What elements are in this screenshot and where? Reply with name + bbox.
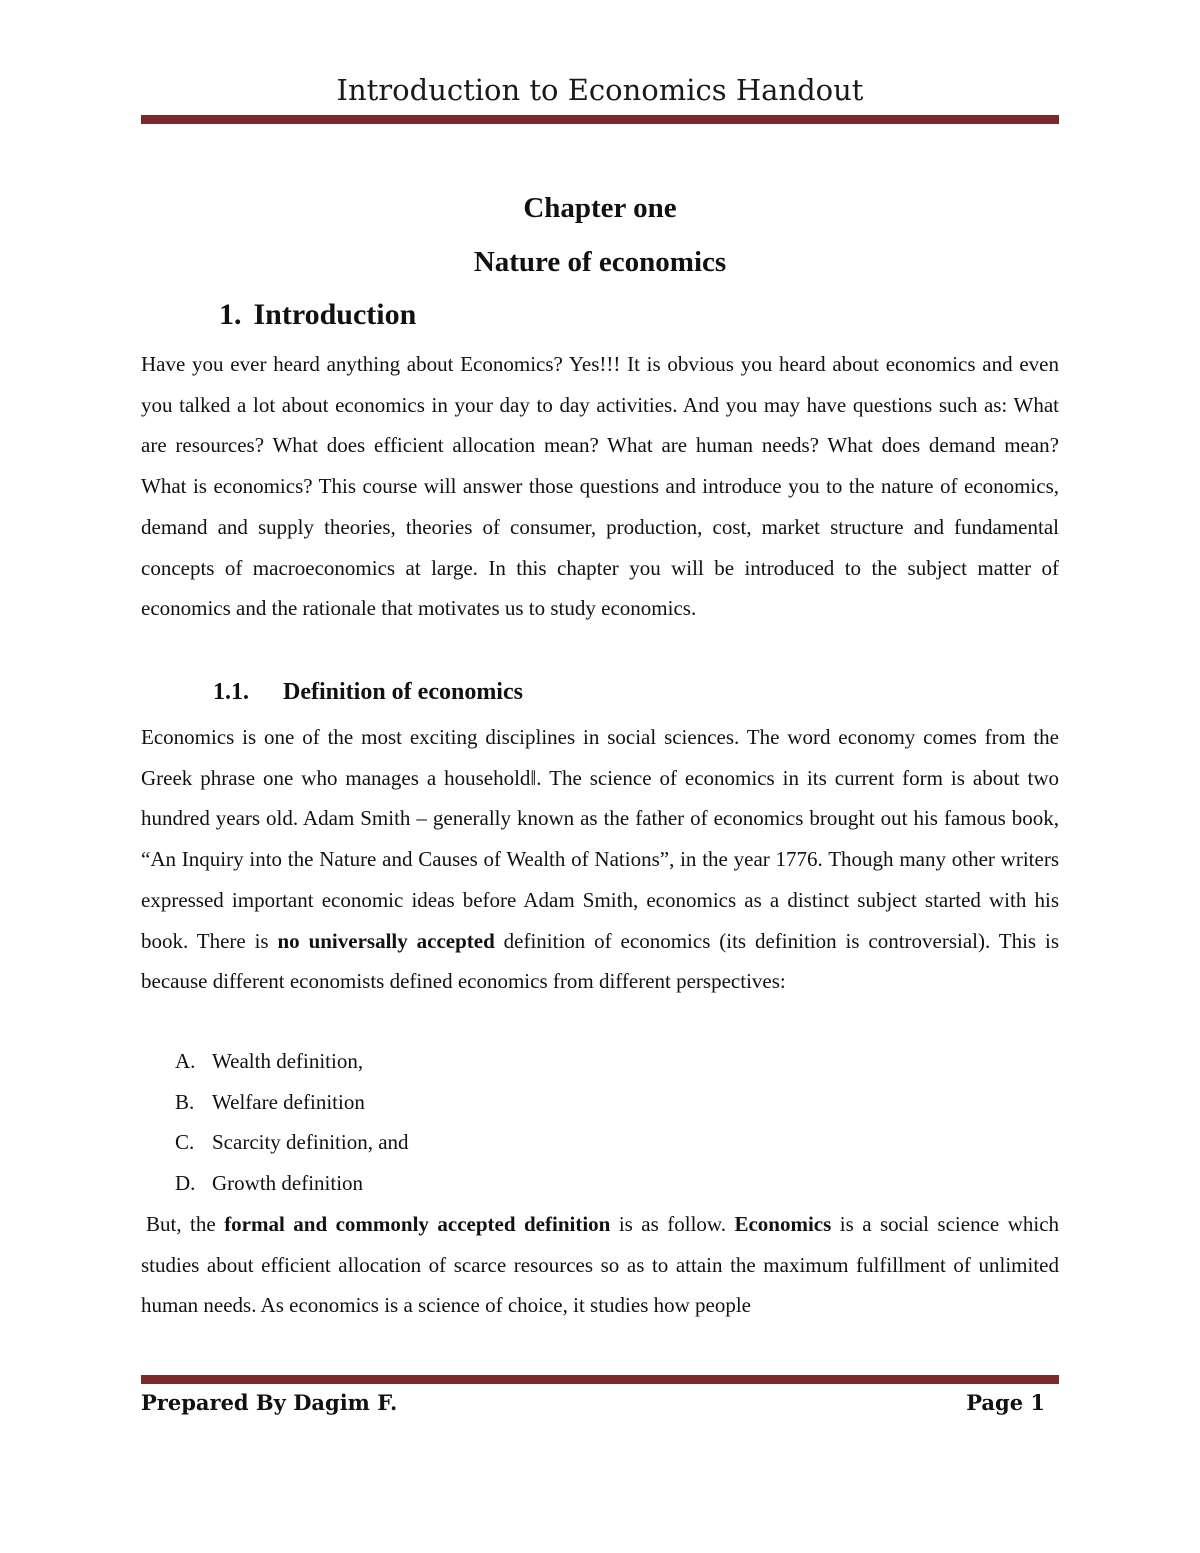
footer-rule: [141, 1375, 1059, 1384]
definition-text-start: Economics is one of the most exciting disciplines in social sciences. The word economy comes from the Greek phrase one who manages a householdǁ. The science of economics in its current form is about two hundred years old. Adam Smith – generally known as the father of economics brought out his famous book, “An Inquiry into the Nature and Causes of Wealth of Nations”, in the year 1776. Though many other writers expressed important economic ideas before Adam Smith, economics as a distinct subject started with his book. There is: [141, 725, 1059, 953]
formal-text-2: is as follow.: [610, 1212, 735, 1236]
list-item-letter: A.: [175, 1049, 196, 1073]
header-title: Introduction to Economics Handout: [336, 73, 864, 107]
header-rule: [141, 115, 1059, 124]
definitions-list: [175, 1041, 409, 1203]
list-item: [175, 1082, 409, 1123]
list-item-text: Wealth definition,: [212, 1049, 364, 1073]
section-heading-introduction: [219, 297, 416, 333]
list-item-text: Growth definition: [212, 1170, 364, 1195]
list-item-text: Scarcity definition, and: [212, 1130, 409, 1154]
list-item-letter: C.: [175, 1130, 195, 1154]
formal-definition-paragraph: [141, 1204, 1059, 1326]
footer-author: Prepared By Dagim F.: [141, 1390, 398, 1415]
formal-bold-1: formal and commonly accepted definition: [224, 1212, 611, 1236]
subsection-title: Definition of economics: [283, 679, 523, 705]
chapter-number: Chapter one: [523, 192, 677, 224]
definition-text-end: definition of economics (its definition is controversial). This is because different economists defined economics from different perspectives:: [141, 928, 1059, 994]
introduction-paragraph: Have you ever heard anything about Economics? Yes!!! It is obvious you heard about economics and even you talked a lot about economics in your day to day activities. And you may have questions such as: What are resources? What does efficient allocation mean? What are human needs? What does demand mean? What is economics? This course will answer those questions and introduce you to the nature of economics, demand and supply theories, theories of consumer, production, cost, market structure and fundamental concepts of macroeconomics at large. In this chapter you will be introduced to the subject matter of economics and the rationale that motivates us to study economics.: [141, 352, 1059, 621]
list-item: [175, 1041, 409, 1082]
footer-page-number: Page 1: [966, 1390, 1045, 1415]
introduction-paragraph-block: [141, 344, 1059, 629]
list-item: [175, 1163, 409, 1204]
formal-text-1: But, the: [146, 1212, 225, 1236]
definition-paragraph-block: [141, 717, 1059, 1002]
chapter-title: Nature of economics: [473, 246, 727, 278]
list-item-letter: D.: [175, 1170, 196, 1195]
formal-text-3: is a social science which studies about efficient allocation of scarce resources so as to attain the maximum fulfillment of unlimited human needs. As economics is a science of choice, it studies how people: [141, 1212, 1060, 1318]
formal-definition-block: [141, 1204, 1059, 1326]
list-item-letter: B.: [175, 1089, 195, 1114]
definition-bold-phrase: no universally accepted: [277, 928, 495, 953]
list-item-text: Welfare definition: [212, 1089, 365, 1114]
section-heading-definition: [213, 674, 523, 710]
list-item: [175, 1122, 409, 1163]
section-number: 1.: [219, 298, 242, 331]
definition-paragraph: [141, 717, 1059, 1002]
formal-bold-2: Economics: [734, 1212, 832, 1236]
section-title: Introduction: [253, 298, 417, 331]
subsection-number: 1.1.: [213, 679, 249, 705]
